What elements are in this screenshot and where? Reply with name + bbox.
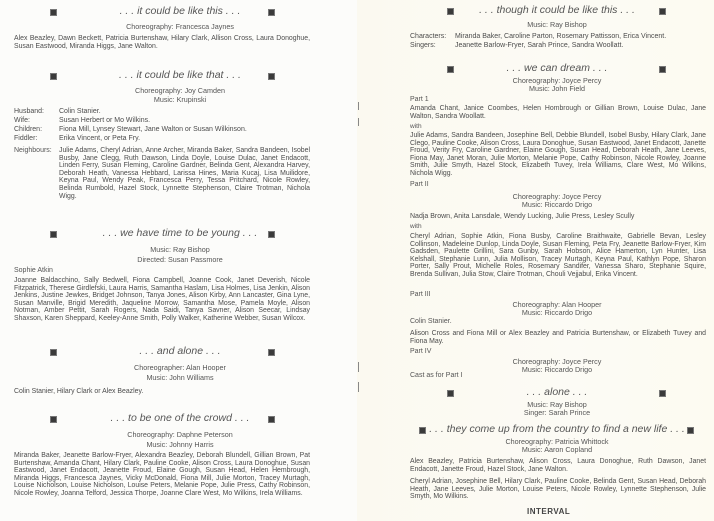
credit-line: Music: Johnny Harris [146, 440, 214, 449]
credit-line: Choreographer: Alan Hooper [134, 363, 226, 372]
credit-line: Music: John Williams [146, 373, 214, 382]
cast-list: Cheryl Adrian, Josephine Bell, Hilary Clark, Pauline Cooke, Belinda Gent, Susan Head, Deborah Heath, Jane Leeves, Julie Morton, Louise Peters, Nicole Rowley, Lynnette Stephenson, Julie Smyth, Mo Wilkins. [410, 478, 706, 501]
square-bullet-icon [50, 416, 57, 423]
role-label: Singers: [410, 42, 436, 49]
role-name: Miranda Baker, Caroline Parton, Rosemary Pattisson, Erica Vincent. [455, 33, 667, 40]
lead-dancer: Sophie Atkin [14, 267, 53, 274]
right-page [357, 0, 714, 521]
binding-mark [358, 118, 359, 126]
lead-list: Amanda Chant, Janice Coombes, Helen Hombrough or Gillian Brown, Louise Dulac, Jane Walton, Sandra Woollatt. [410, 105, 706, 120]
credit-line: Music: Ray Bishop [527, 400, 587, 409]
cast-list: Julie Adams, Sandra Bandeen, Josephine Bell, Debbie Blundell, Isobel Busby, Hilary Clark, Jane Clego, Pauline Cooke, Alison Cross, Laura Donoghue, Susan Eastwood, Janet Endacott, Janette Froud, Verity Fry, Caroline Gardner, Elaine Gough, Susan Head, Deborah Heath, Jane Leeves, Fiona May, Janet Moran, Julie Morton, Melanie Pope, Cathy Robinson, Nicole Rowley, Joanne Smith, Julie Smyth, Hazel Stock, Elizabeth Tuvey, Irela Williams, Clare West, Mo Wilkins, Nichola Wigg. [410, 132, 706, 177]
square-bullet-icon [268, 349, 275, 356]
cast-list: Alex Beazley, Patricia Burtenshaw, Alison Cross, Laura Donoghue, Ruth Dawson, Janet Endacott, Janette Froud, Hazel Stock, Jane Walton. [410, 458, 706, 473]
cast-list: Cheryl Adrian, Sophie Atkin, Fiona Busby, Caroline Braithwaite, Gabrielle Bevan, Lesley Collinson, Madeleine Dunlop, Linda Doyle, Susan Fleming, Peta Fry, Jeanette Barlow-Fryer, Kim Gadsden, Paulette Grillini, Sara Gunby, Sarah Hobson, Alice Hamerton, Lyn Hunter, Lisa Kelshall, Stephanie Lunn, Julia Mollison, Tracey Murtagh, Keyna Paul, Kathlyn Pope, Sharon Porter, Sally Prout, Michelle Roles, Rosemary Sandifer, Vanessa Sharo, Stephanie Squire, Brenda Sullivan, Julia Stow, Claire Trotman, Chouli Vejjabul, Erika Vincent. [410, 233, 706, 278]
square-bullet-icon [447, 66, 454, 73]
credit-line: Choreography: Patricia Whittock [505, 437, 609, 446]
section-title: . . . it could be like that . . . [119, 69, 241, 81]
part-label: Part 1 [410, 96, 429, 103]
credit-line: Music: Ray Bishop [150, 245, 210, 254]
square-bullet-icon [50, 349, 57, 356]
credit-line: Music: John Field [529, 84, 585, 93]
neighbours-label: Neighbours: [14, 147, 52, 154]
square-bullet-icon [659, 66, 666, 73]
credit-line: Music: Riccardo Drigo [521, 200, 593, 209]
section-title: . . . we have time to be young . . . [102, 227, 258, 239]
credit-line: Choreography: Francesca Jaynes [126, 22, 234, 31]
binding-mark [358, 382, 359, 392]
credit-line: Choreography: Joyce Percy [512, 192, 602, 201]
credit-line: Music: Riccardo Drigo [521, 308, 593, 317]
square-bullet-icon [687, 427, 694, 434]
credit-line: Singer: Sarah Prince [523, 408, 591, 417]
part-label: Part IV [410, 348, 432, 355]
section-title: . . . it could be like this . . . [119, 5, 241, 17]
cast-list: Alison Cross and Fiona Mill or Alex Beazley and Patricia Burtenshaw, or Elizabeth Tuvey and Fiona May. [410, 330, 706, 345]
square-bullet-icon [419, 427, 426, 434]
role-row [410, 33, 666, 40]
section-title: . . . and alone . . . [139, 345, 221, 357]
with-label: with [410, 123, 422, 130]
interval-heading: INTERVAL [527, 507, 571, 516]
credit-line: Music: Riccardo Drigo [521, 365, 593, 374]
role-label: Fiddler: [14, 135, 38, 142]
cast-list: Alex Beazley, Dawn Beckett, Patricia Burtenshaw, Hilary Clark, Allison Cross, Laura Donoghue, Susan Eastwood, Miranda Higgs, Jane Walton. [14, 35, 310, 50]
square-bullet-icon [50, 73, 57, 80]
with-label: with [410, 223, 422, 230]
lead-list: Nadja Brown, Anita Lansdale, Wendy Lucking, Julie Press, Lesley Scully [410, 213, 635, 220]
lead-dancer: Colin Stanier. [410, 318, 452, 325]
role-row [14, 135, 140, 142]
credit-line: Music: Ray Bishop [527, 20, 587, 29]
square-bullet-icon [268, 73, 275, 80]
credit-line: Choreography: Alan Hooper [512, 300, 602, 309]
part-label: Part II [410, 181, 429, 188]
cast-list: Joanne Baldacchino, Sally Bedwell, Fiona Campbell, Joanne Cook, Janet Deverish, Nicole Fitzpatrick, Therese Girdlefski, Laura Harris, Samantha Haslam, Lisa Holmes, Lisa Jenkin, Alison Jenkins, Justine Jewkes, Bridget Johnson, Tanya Jones, Alison Kirby, Ann Lancaster, Gina Lyne, Susan Manville, Brigid Meredith, Jaqueline Morrow, Samantha Mose, Pamela Moyle, Alison Notman, Amber Pettit, Sarah Rogers, Nada Saidi, Tanya Savner, Alison Seecar, Lindsay Shaxson, Karen Sheppard, Keeley-Anne Smith, Polly Walker, Katherine Webber, Susan Wilcox. [14, 277, 310, 322]
section-title: . . . we can dream . . . [506, 62, 608, 74]
role-row [14, 126, 247, 133]
cast-list: Miranda Baker, Jeanette Barlow-Fryer, Alexandra Beazley, Deborah Blundell, Gillian Brown, Pat Burtenshaw, Amanda Chant, Hilary Clark, Pauline Cooke, Alison Cross, Laura Donoghue, Susan Eastwood, Janet Endacott, Jeanette Froud, Elaine Gough, Susan Head, Helen Hembrough, Miranda Higgs, Francesca Jaynes, Vicky McDonald, Fiona Mill, Julie Morton, Tracey Murtagh, Louise Nicholson, Louise Nicholson, Louise Peters, Melanie Pope, Julie Press, Cathy Robinson, Nicole Rowley, Joanna Telford, Jessica Thorpe, Joanne Clare West, Mo Wilkins, Irela Williams. [14, 452, 310, 497]
credit-line: Music: Krupinski [153, 95, 207, 104]
credit-line: Choreography: Joyce Percy [512, 357, 602, 366]
square-bullet-icon [659, 390, 666, 397]
cast-note: Cast as for Part I [410, 372, 463, 379]
section-title: . . . they come up from the country to find a new life . . . [429, 423, 685, 435]
square-bullet-icon [50, 9, 57, 16]
square-bullet-icon [659, 8, 666, 15]
part-label: Part III [410, 291, 431, 298]
credit-line: Music: Aaron Copland [521, 445, 593, 454]
credit-line: Choreography: Daphne Peterson [127, 430, 233, 439]
role-label: Wife: [14, 117, 30, 124]
credit-line: Choreography: Joy Camden [135, 86, 225, 95]
square-bullet-icon [447, 390, 454, 397]
cast-list: Colin Stanier, Hilary Clark or Alex Beazley. [14, 388, 144, 395]
square-bullet-icon [447, 8, 454, 15]
role-row [14, 117, 150, 124]
role-name: Erika Vincent, or Peta Fry. [59, 135, 141, 142]
square-bullet-icon [268, 9, 275, 16]
square-bullet-icon [268, 416, 275, 423]
section-title: . . . though it could be like this . . . [479, 4, 635, 16]
role-name: Fiona Mill, Lynsey Stewart, Jane Walton or Susan Wilkinson. [59, 126, 247, 133]
neighbours-list: Julie Adams, Cheryl Adrian, Anne Archer, Miranda Baker, Sandra Bandeen, Isobel Busby, Jane Clegg, Ruth Dawson, Linda Doyle, Louise Dulac, Janet Endacott, Linden Ferry, Susan Fleming, Caroline Gardner, Belinda Gent, Alexandra Harvey, Deborah Heath, Vanessa Hebbard, Larissa Hines, Maria Kucaj, Lisa Muilidore, Keyna Paul, Wendy Peak, Francesca Perry, Tessa Pritchard, Nicole Rowley, Belinda Rumbold, Hazel Stock, Lynnette Stephenson, Claire Trotman, Nichola Wigg. [59, 147, 310, 200]
binding-mark [358, 362, 359, 372]
role-name: Susan Herbert or Mo Wilkins. [59, 117, 151, 124]
square-bullet-icon [50, 231, 57, 238]
role-name: Colin Stanier. [59, 108, 101, 115]
binding-mark [358, 102, 359, 110]
role-label: Children: [14, 126, 43, 133]
square-bullet-icon [268, 231, 275, 238]
section-title: . . . to be one of the crowd . . . [110, 412, 250, 424]
credit-line: Directed: Susan Passmore [137, 255, 223, 264]
role-label: Husband: [14, 108, 44, 115]
role-row [14, 108, 101, 115]
section-title: . . . alone . . . [526, 386, 588, 398]
role-name: Jeanette Barlow-Fryer, Sarah Prince, Sandra Woollatt. [455, 42, 624, 49]
role-row [410, 42, 623, 49]
role-label: Characters: [410, 33, 447, 40]
credit-line: Choreography: Joyce Percy [512, 76, 602, 85]
